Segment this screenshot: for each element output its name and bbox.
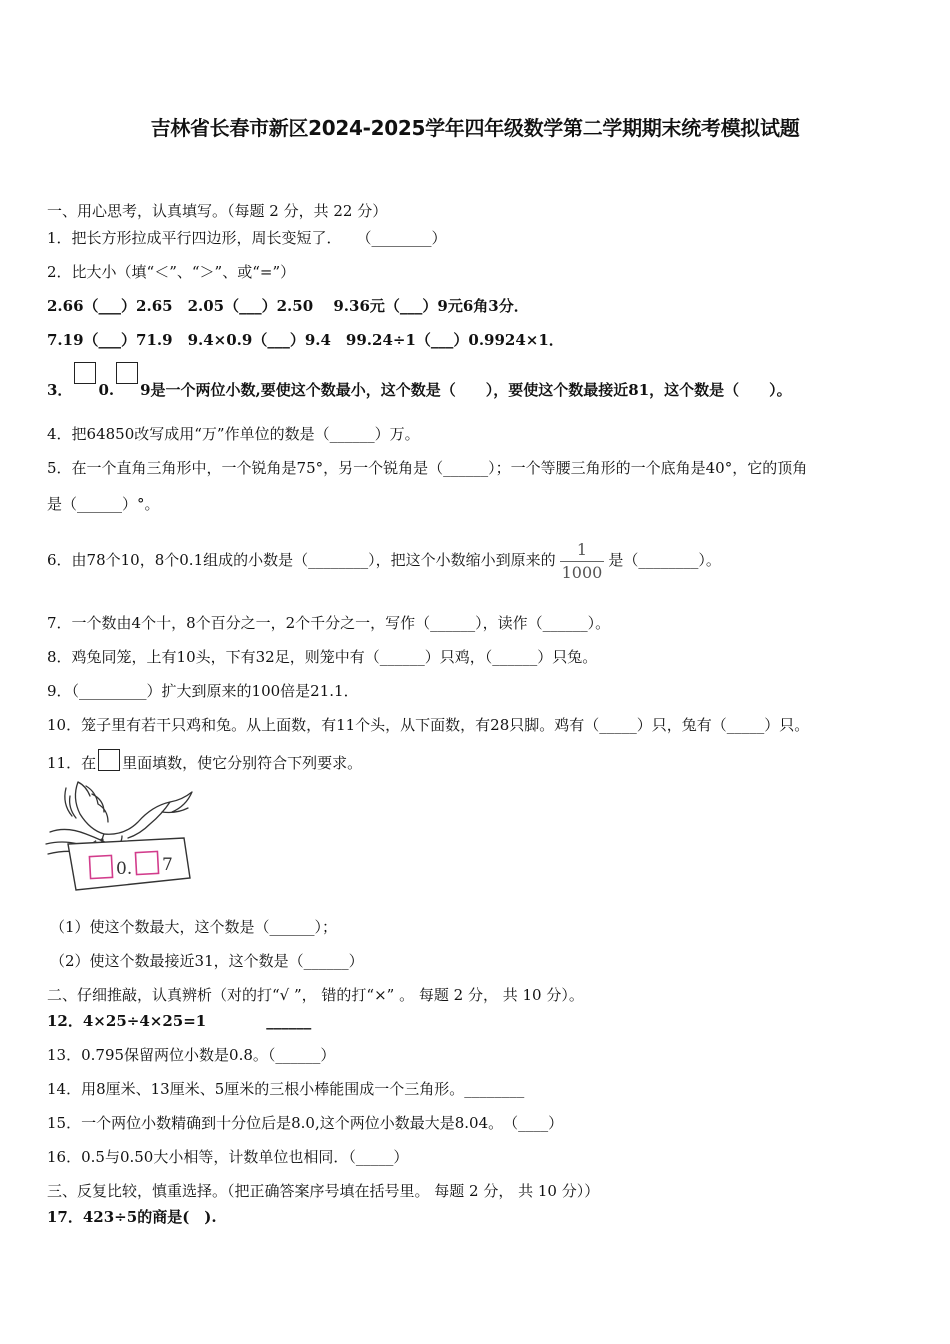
card-decimal: 0. <box>116 859 133 879</box>
section2-heading: 二、仔细推敲，认真辨析（对的打“√ ”， 错的打“×” 。 每题 2 分， 共 10 分）。 <box>47 986 584 1004</box>
question-1: 1．把长方形拉成平行四边形，周长变短了． （________） <box>47 229 447 247</box>
question-9: 9．（_________）扩大到原来的100倍是21.1． <box>47 682 359 700</box>
fraction-numerator: 1 <box>576 539 588 559</box>
question-6-text-a: 6．由78个10，8个0.1组成的小数是（________），把这个小数缩小到原来的 <box>47 551 556 569</box>
question-17: 17．423÷5的商是( ). <box>47 1208 217 1226</box>
question-11-sub-1: （1）使这个数最大，这个数是（______）； <box>50 918 338 936</box>
page-title: 吉林省长春市新区2024-2025学年四年级数学第二学期期末统考模拟试题 <box>150 116 800 140</box>
question-6 <box>47 530 721 590</box>
blank-box[interactable] <box>74 362 96 384</box>
question-2-line-2: 7.19（___）71.9 9.4×0.9（___）9.4 99.24÷1（___）0.9924×1． <box>47 331 564 349</box>
question-14: 14．用8厘米、13厘米、5厘米的三根小棒能围成一个三角形。________ <box>47 1080 525 1098</box>
question-11 <box>47 749 362 773</box>
blank-box[interactable] <box>116 362 138 384</box>
card-last-digit: 7 <box>162 855 173 875</box>
question-11-sub-2: （2）使这个数最接近31，这个数是（______） <box>50 952 364 970</box>
question-13: 13．0.795保留两位小数是0.8。（______） <box>47 1046 336 1064</box>
question-11-text-b: 里面填数，使它分别符合下列要求。 <box>122 754 363 772</box>
question-2: 2．比大小（填“＜”、“＞”、或“=”） <box>47 263 296 281</box>
question-10: 10．笼子里有若干只鸡和兔。从上面数，有11个头，从下面数，有28只脚。鸡有（_____）只，兔有（_____）只。 <box>47 716 810 734</box>
question-2-line-1: 2.66（___）2.65 2.05（___）2.50 9.36元（___）9元6角3分． <box>47 297 529 315</box>
question-11-text-a: 11．在 <box>47 754 97 772</box>
fraction-denominator: 1000 <box>561 562 603 582</box>
question-3-decimal: 0. <box>98 381 115 399</box>
question-15: 15．一个两位小数精确到十分位后是8.0,这个两位小数最大是8.04。 （____） <box>47 1114 564 1132</box>
question-3-number: 3． <box>47 381 73 399</box>
question-5-line-2: 是（______）°。 <box>47 495 160 513</box>
question-16: 16．0.5与0.50大小相等，计数单位也相同．（_____） <box>47 1148 409 1166</box>
question-3-text: 9是一个两位小数,要使这个数最小，这个数是（ ），要使这个数最接近81，这个数是（ ）。 <box>140 381 792 399</box>
question-6-text-b: 是（________）。 <box>608 551 721 569</box>
bird-holding-card-icon <box>42 778 202 900</box>
fraction <box>560 539 605 584</box>
question-7: 7．一个数由4个十，8个百分之一，2个千分之一，写作（______），读作（______）。 <box>47 614 611 632</box>
question-12: 12．4×25÷4×25=1 ______ <box>47 1012 312 1030</box>
question-4: 4．把64850改写成用“万”作单位的数是（______）万。 <box>47 425 420 443</box>
blank-box[interactable] <box>98 749 120 771</box>
question-8: 8．鸡兔同笼，上有10头，下有32足，则笼中有（______）只鸡，（______）只兔。 <box>47 648 598 666</box>
section1-heading: 一、用心思考，认真填写。（每题 2 分，共 22 分） <box>47 202 388 220</box>
section3-heading: 三、反复比较，慎重选择。（把正确答案序号填在括号里。 每题 2 分， 共 10 分）） <box>47 1182 600 1200</box>
question-5-line-1: 5．在一个直角三角形中，一个锐角是75°，另一个锐角是（______）；一个等腰三角形的一个底角是40°，它的顶角 <box>47 459 808 477</box>
question-3 <box>47 376 792 400</box>
